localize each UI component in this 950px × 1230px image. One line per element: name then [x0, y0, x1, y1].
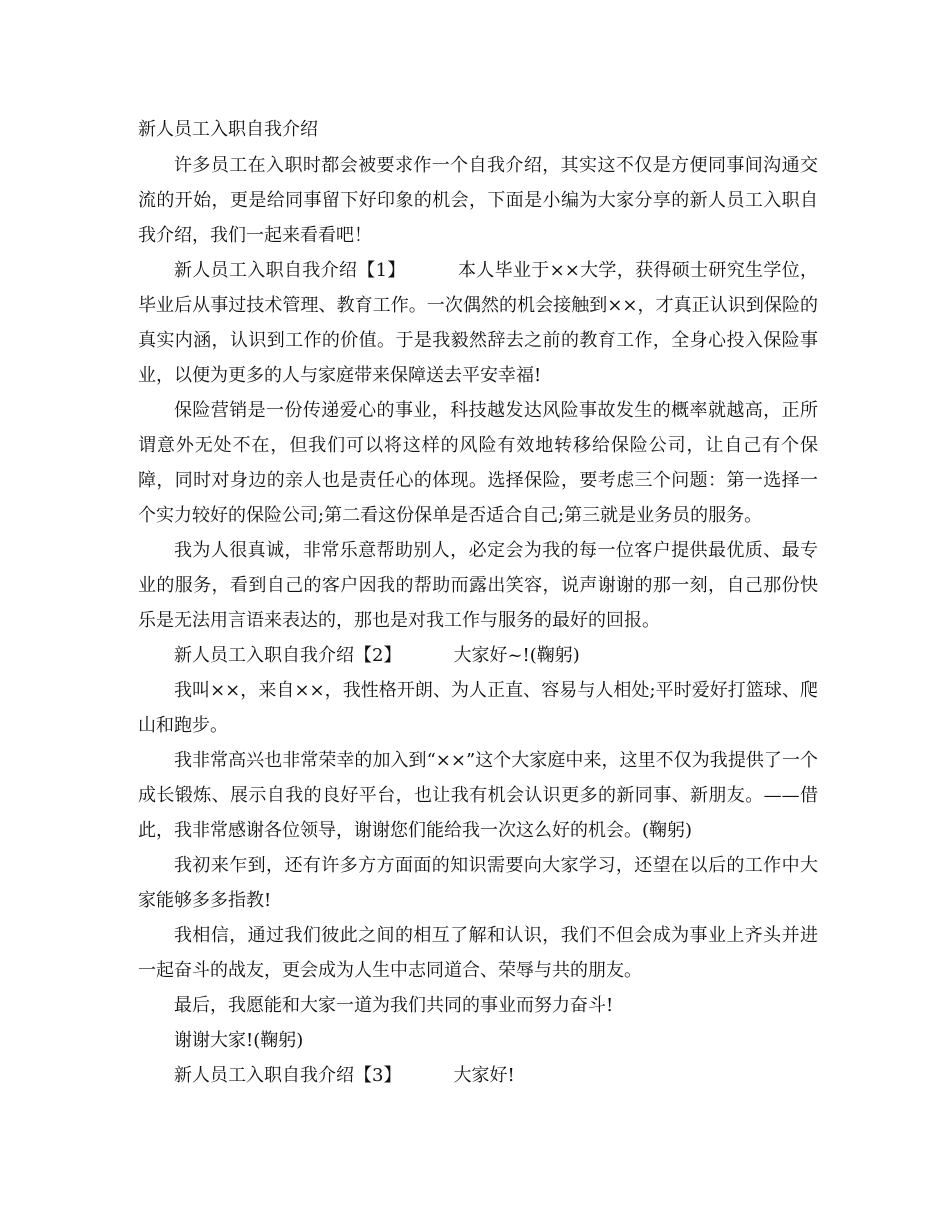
section-2-paragraph: 我初来乍到，还有许多方方面面的知识需要向大家学习，还望在以后的工作中大家能够多多指教! — [138, 855, 818, 911]
section-3-heading: 新人员工入职自我介绍【3】 — [174, 1065, 402, 1086]
document-title: 新人员工入职自我介绍 — [138, 119, 318, 140]
section-2-heading: 新人员工入职自我介绍【2】 — [174, 645, 402, 666]
section-1-paragraph: 我为人很真诚，非常乐意帮助别人，必定会为我的每一位客户提供最优质、最专业的服务，看到自己的客户因我的帮助而露出笑容，说声谢谢的那一刻，自己那份快乐是无法用言语来表达的，那也是对我工作与服务的最好的回报。 — [138, 540, 818, 631]
section-1-heading: 新人员工入职自我介绍【1】 — [174, 260, 406, 281]
section-2-paragraph: 最后，我愿能和大家一道为我们共同的事业而努力奋斗! — [174, 995, 614, 1016]
section-3-first-paragraph — [138, 1058, 818, 1093]
intro-paragraph: 许多员工在入职时都会被要求作一个自我介绍，其实这不仅是方便同事间沟通交流的开始，更是给同事留下好印象的机会，下面是小编为大家分享的新人员工入职自我介绍，我们一起来看看吧！ — [138, 155, 818, 246]
section-2-paragraph: 谢谢大家!(鞠躬) — [174, 1030, 304, 1051]
section-2-paragraph: 我相信，通过我们彼此之间的相互了解和认识，我们不但会成为事业上齐头并进一起奋斗的战友，更会成为人生中志同道合、荣辱与共的朋友。 — [138, 925, 818, 981]
section-2-paragraph: 我叫××，来自××，我性格开朗、为人正直、容易与人相处;平时爱好打篮球、爬山和跑步。 — [138, 680, 818, 736]
section-1-paragraph: 保险营销是一份传递爱心的事业，科技越发达风险事故发生的概率就越高，正所谓意外无处不在，但我们可以将这样的风险有效地转移给保险公司，让自己有个保障，同时对身边的亲人也是责任心的体现。选择保险，要考虑三个问题：第一选择一个实力较好的保险公司;第二看这份保单是否适合自己;第三就是业务员的服务。 — [138, 400, 818, 526]
section-1-first-paragraph — [138, 253, 818, 393]
document-body — [138, 112, 818, 1093]
section-3-first-text: 大家好! — [453, 1065, 515, 1086]
section-2-first-text: 大家好~!(鞠躬) — [453, 645, 580, 666]
section-1-first-text: 本人毕业于××大学，获得硕士研究生学位，毕业后从事过技术管理、教育工作。一次偶然的机会接触到××，才真正认识到保险的真实内涵，认识到工作的价值。于是我毅然辞去之前的教育工作，全身心投入保险事业，以便为更多的人与家庭带来保障送去平安幸福! — [138, 260, 818, 386]
section-2-first-paragraph — [138, 638, 818, 673]
section-2-paragraph: 我非常高兴也非常荣幸的加入到“××”这个大家庭中来，这里不仅为我提供了一个成长锻炼、展示自我的良好平台，也让我有机会认识更多的新同事、新朋友。——借此，我非常感谢各位领导，谢谢您们能给我一次这么好的机会。(鞠躬) — [138, 750, 818, 841]
